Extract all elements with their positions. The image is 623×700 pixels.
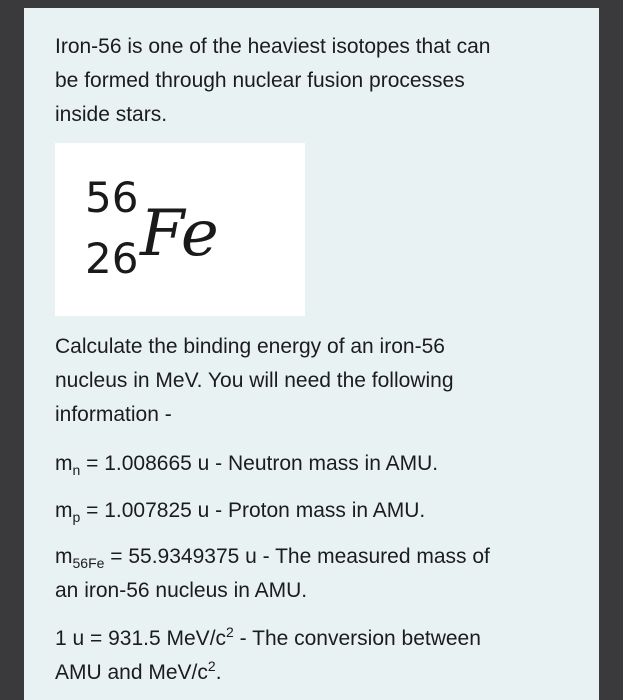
intro-line-3: inside stars. — [55, 103, 168, 126]
conversion-sup: 2 — [226, 624, 234, 640]
atomic-number: 26 — [85, 234, 139, 283]
proton-text: = 1.007825 u - Proton mass in AMU. — [80, 499, 426, 522]
intro-line-1: Iron-56 is one of the heaviest isotopes that can — [55, 35, 491, 58]
proton-mass-line — [55, 494, 425, 528]
conversion-line-2 — [55, 656, 222, 690]
iron-text: = 55.9349375 u - The measured mass of — [104, 545, 490, 568]
mass-number: 56 — [85, 173, 139, 222]
iron-var: m — [55, 545, 73, 568]
neutron-text: = 1.008665 u - Neutron mass in AMU. — [80, 452, 439, 475]
neutron-sub: n — [72, 462, 81, 479]
question-line-1: Calculate the binding energy of an iron-56 — [55, 335, 445, 358]
proton-var: m — [55, 499, 73, 522]
iron-sub: 56Fe — [72, 555, 105, 572]
question-line-3: information - — [55, 403, 172, 426]
neutron-mass-line — [55, 447, 438, 481]
neutron-var: m — [55, 452, 73, 475]
conversion-line2-text: AMU and MeV/c — [55, 661, 208, 684]
iron-mass-line-1 — [55, 540, 490, 574]
intro-line-2: be formed through nuclear fusion processes — [55, 69, 465, 92]
conversion-text: 1 u = 931.5 MeV/c — [55, 627, 227, 650]
iron-mass-line-2: an iron-56 nucleus in AMU. — [55, 579, 308, 602]
question-line-2: nucleus in MeV. You will need the following — [55, 369, 454, 392]
conversion-line2-after: . — [215, 661, 222, 684]
question-card — [24, 8, 599, 700]
nuclide-symbol — [55, 143, 305, 316]
proton-sub: p — [72, 509, 81, 526]
conversion-line-1 — [55, 622, 481, 656]
conversion-text-after: - The conversion between — [233, 627, 481, 650]
conversion-line2-sup: 2 — [207, 658, 216, 674]
element-symbol: Fe — [140, 197, 219, 271]
